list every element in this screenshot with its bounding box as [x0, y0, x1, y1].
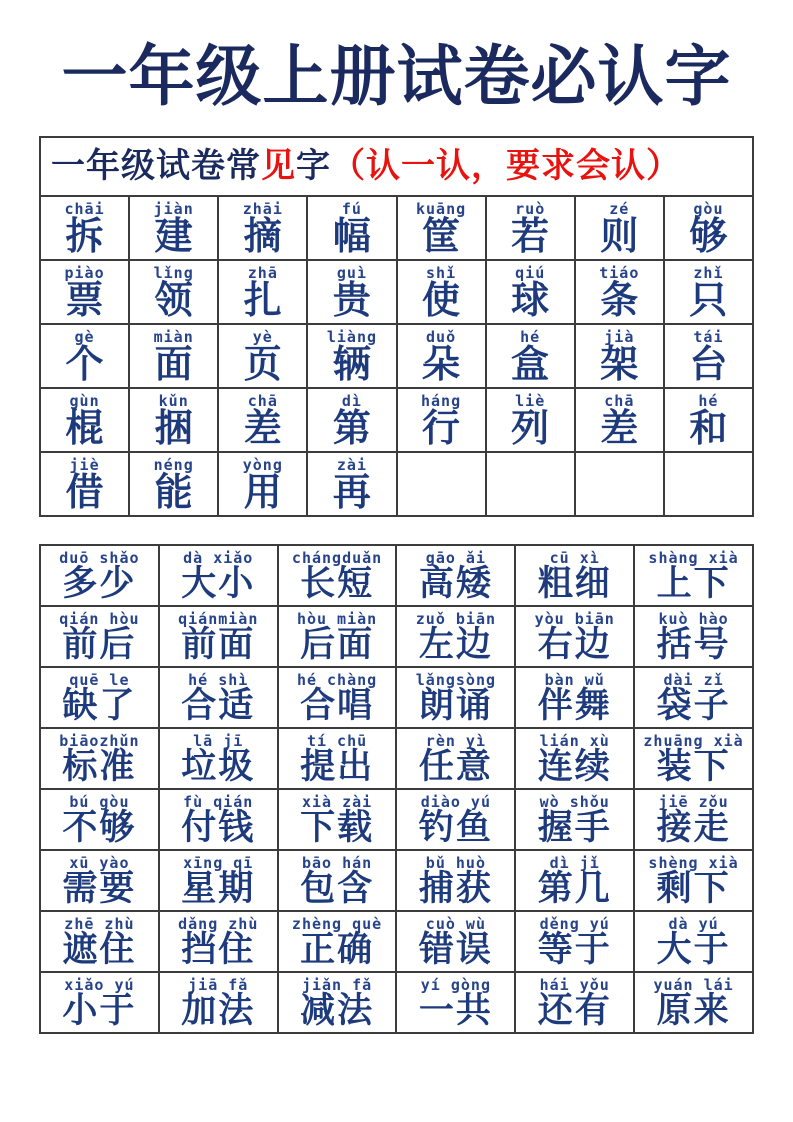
- hanzi-text: 借: [65, 470, 104, 515]
- char-cell: [129, 452, 218, 516]
- hanzi-text: 列: [511, 406, 550, 451]
- word-cell: [515, 972, 634, 1033]
- hanzi-text: 多少: [62, 564, 137, 605]
- hanzi-text: 再: [332, 470, 371, 515]
- hanzi-text: 大小: [181, 564, 256, 605]
- word-cell: [278, 850, 397, 911]
- char-cell: [40, 196, 129, 260]
- word-cell: [40, 606, 159, 667]
- char-cell: [40, 388, 129, 452]
- pinyin-label: dà yú: [668, 914, 719, 933]
- char-cell: [218, 196, 307, 260]
- hanzi-text: 钓鱼: [418, 808, 493, 849]
- char-table: [39, 195, 754, 517]
- hanzi-text: 前面: [181, 625, 256, 666]
- page-title: 一年级上册试卷必认字: [61, 38, 732, 115]
- char-cell: [397, 388, 486, 452]
- hanzi-text: 下载: [300, 808, 375, 849]
- pinyin-label: diào yú: [420, 792, 491, 811]
- pinyin-label: tí chū: [306, 731, 368, 750]
- hanzi-text: 架: [600, 342, 639, 387]
- header-segment: 字: [296, 145, 331, 186]
- char-section: [39, 136, 754, 517]
- hanzi-text: 第几: [537, 869, 612, 910]
- word-cell: [40, 667, 159, 728]
- word-cell: [159, 911, 278, 972]
- hanzi-text: 筐: [422, 214, 461, 259]
- hanzi-text: 差: [243, 406, 282, 451]
- pinyin-label: biāozhǔn: [59, 731, 140, 750]
- hanzi-text: 朵: [422, 342, 461, 387]
- char-cell: [575, 260, 664, 324]
- pinyin-label: hé chàng: [296, 670, 378, 689]
- section-header: [39, 136, 754, 195]
- pinyin-label: jiē zǒu: [658, 792, 729, 811]
- char-cell: [307, 452, 396, 516]
- pinyin-label: tái: [693, 327, 724, 346]
- word-cell: [396, 972, 515, 1033]
- pinyin-label: bāo hán: [301, 853, 373, 872]
- char-cell: [218, 388, 307, 452]
- word-cell: [515, 606, 634, 667]
- word-cell: [40, 850, 159, 911]
- hanzi-text: 票: [65, 278, 104, 323]
- pinyin-label: shèng xià: [648, 853, 739, 872]
- word-cell: [278, 728, 397, 789]
- char-cell: [664, 388, 753, 452]
- pinyin-label: hé: [698, 391, 719, 410]
- word-cell: [40, 728, 159, 789]
- word-cell: [278, 667, 397, 728]
- pinyin-label: ruò: [515, 199, 546, 218]
- hanzi-text: 挡住: [181, 930, 256, 971]
- table-row: [40, 260, 753, 324]
- hanzi-text: 能: [154, 470, 193, 515]
- word-cell: [515, 789, 634, 850]
- hanzi-text: 和: [689, 406, 728, 451]
- pinyin-label: liè: [515, 391, 546, 410]
- hanzi-text: 台: [689, 342, 728, 387]
- hanzi-text: 领: [154, 278, 193, 323]
- table-row: [40, 850, 753, 911]
- char-cell: [486, 388, 575, 452]
- word-cell: [515, 728, 634, 789]
- char-cell: [307, 388, 396, 452]
- word-cell: [40, 789, 159, 850]
- pinyin-label: bú gòu: [69, 792, 130, 811]
- word-cell: [634, 911, 753, 972]
- hanzi-text: 若: [511, 214, 550, 259]
- char-cell: [664, 260, 753, 324]
- char-cell: [397, 196, 486, 260]
- word-cell: [634, 789, 753, 850]
- pinyin-label: hé shì: [188, 670, 249, 689]
- pinyin-label: chā: [247, 391, 278, 410]
- word-cell: [634, 972, 753, 1033]
- pinyin-label: gòu: [693, 199, 724, 218]
- char-cell: [218, 452, 307, 516]
- pinyin-label: chā: [604, 391, 635, 410]
- pinyin-label: néng: [153, 455, 194, 474]
- pinyin-label: lǎngsòng: [415, 670, 497, 689]
- header-segment: 一年级试卷常: [51, 145, 261, 186]
- char-cell: [218, 324, 307, 388]
- hanzi-text: 行: [422, 406, 461, 451]
- char-cell: [129, 324, 218, 388]
- word-cell: [396, 728, 515, 789]
- table-row: [40, 324, 753, 388]
- hanzi-text: 合适: [181, 686, 256, 727]
- hanzi-text: 朗诵: [418, 686, 493, 727]
- hanzi-text: 高矮: [418, 564, 493, 605]
- hanzi-text: 建: [154, 214, 193, 259]
- hanzi-text: 上下: [656, 564, 731, 605]
- hanzi-text: 错误: [418, 930, 493, 971]
- word-cell: [159, 972, 278, 1033]
- pinyin-label: xiǎo yú: [64, 975, 135, 994]
- hanzi-text: 左边: [418, 625, 493, 666]
- pinyin-label: rèn yì: [425, 731, 486, 750]
- pinyin-label: shàng xià: [648, 548, 739, 567]
- hanzi-text: 正确: [300, 930, 375, 971]
- hanzi-text: 垃圾: [181, 747, 256, 788]
- hanzi-text: 不够: [62, 808, 137, 849]
- hanzi-text: 长短: [300, 564, 375, 605]
- pinyin-label: dǎng zhù: [178, 914, 259, 933]
- pinyin-label: kǔn: [158, 391, 189, 410]
- word-cell: [278, 911, 397, 972]
- pinyin-label: jiǎn fǎ: [301, 975, 373, 994]
- hanzi-text: 加法: [181, 991, 256, 1032]
- hanzi-text: 盒: [511, 342, 550, 387]
- hanzi-text: 付钱: [181, 808, 256, 849]
- hanzi-text: 包含: [300, 869, 375, 910]
- pinyin-label: shǐ: [426, 263, 457, 282]
- pinyin-label: zé: [609, 199, 630, 218]
- hanzi-text: 扎: [243, 278, 282, 323]
- hanzi-text: 握手: [537, 808, 612, 849]
- hanzi-text: 则: [600, 214, 639, 259]
- word-cell: [40, 972, 159, 1033]
- hanzi-text: 条: [600, 278, 639, 323]
- hanzi-text: 剩下: [656, 869, 731, 910]
- word-cell: [396, 667, 515, 728]
- hanzi-text: 捕获: [418, 869, 493, 910]
- hanzi-text: 只: [689, 278, 728, 323]
- pinyin-label: chāi: [64, 199, 105, 218]
- pinyin-label: jiàn: [153, 199, 194, 218]
- pinyin-label: dì: [341, 391, 362, 410]
- pinyin-label: kuò hào: [658, 609, 729, 628]
- hanzi-text: 接走: [656, 808, 731, 849]
- pinyin-label: hái yǒu: [539, 975, 610, 994]
- word-cell: [396, 850, 515, 911]
- pinyin-label: gāo ǎi: [425, 548, 486, 567]
- table-row: [40, 972, 753, 1033]
- hanzi-text: 前后: [62, 625, 137, 666]
- empty-cell: [664, 452, 753, 516]
- hanzi-text: 粗细: [537, 564, 612, 605]
- pinyin-label: zhǐ: [693, 263, 724, 282]
- char-cell: [486, 196, 575, 260]
- table-row: [40, 667, 753, 728]
- pinyin-label: zhèng què: [291, 914, 383, 933]
- word-cell: [515, 667, 634, 728]
- pinyin-label: jiā fǎ: [188, 975, 249, 994]
- table-row: [40, 911, 753, 972]
- word-cell: [278, 972, 397, 1033]
- pinyin-label: hé: [520, 327, 541, 346]
- table-row: [40, 545, 753, 606]
- char-cell: [664, 324, 753, 388]
- word-cell: [396, 789, 515, 850]
- char-cell: [397, 260, 486, 324]
- hanzi-text: 星期: [181, 869, 256, 910]
- empty-cell: [486, 452, 575, 516]
- pinyin-label: bàn wǔ: [544, 670, 605, 689]
- pinyin-label: jià: [604, 327, 635, 346]
- pinyin-label: yí gòng: [420, 975, 491, 994]
- pinyin-label: fù qián: [183, 792, 254, 811]
- hanzi-text: 差: [600, 406, 639, 451]
- char-cell: [307, 260, 396, 324]
- hanzi-text: 拆: [65, 214, 104, 259]
- hanzi-text: 装下: [656, 747, 731, 788]
- pinyin-label: qián hòu: [59, 609, 140, 628]
- hanzi-text: 标准: [62, 747, 137, 788]
- word-cell: [278, 606, 397, 667]
- hanzi-text: 幅: [332, 214, 371, 259]
- word-cell: [159, 606, 278, 667]
- word-cell: [159, 789, 278, 850]
- pinyin-label: zuǒ biān: [415, 609, 497, 628]
- empty-cell: [575, 452, 664, 516]
- char-cell: [486, 324, 575, 388]
- pinyin-label: xīng qī: [183, 853, 254, 872]
- pinyin-label: lā jī: [193, 731, 244, 750]
- char-cell: [307, 324, 396, 388]
- pinyin-label: miàn: [153, 327, 194, 346]
- hanzi-text: 用: [243, 470, 282, 515]
- pinyin-label: cū xì: [549, 548, 600, 567]
- pinyin-label: quē le: [69, 670, 130, 689]
- word-cell: [40, 911, 159, 972]
- pinyin-label: piào: [64, 263, 105, 282]
- pinyin-label: qiánmiàn: [178, 609, 259, 628]
- pinyin-label: zhē zhù: [64, 914, 135, 933]
- char-cell: [40, 324, 129, 388]
- char-cell: [129, 388, 218, 452]
- hanzi-text: 小于: [62, 991, 137, 1032]
- hanzi-text: 棍: [65, 406, 104, 451]
- table-row: [40, 388, 753, 452]
- pinyin-label: dà xiǎo: [183, 548, 254, 567]
- hanzi-text: 个: [65, 342, 104, 387]
- char-cell: [307, 196, 396, 260]
- word-cell: [159, 850, 278, 911]
- table-row: [40, 452, 753, 516]
- pinyin-label: duǒ: [426, 327, 457, 346]
- pinyin-label: wò shǒu: [539, 792, 610, 811]
- pinyin-label: yuán lái: [653, 975, 734, 994]
- char-cell: [575, 324, 664, 388]
- char-cell: [40, 452, 129, 516]
- hanzi-text: 贵: [332, 278, 371, 323]
- pinyin-label: hòu miàn: [296, 609, 378, 628]
- char-cell: [486, 260, 575, 324]
- hanzi-text: 大于: [656, 930, 731, 971]
- pinyin-label: zhuāng xià: [643, 731, 744, 750]
- hanzi-text: 括号: [656, 625, 731, 666]
- char-cell: [397, 324, 486, 388]
- pinyin-label: gùn: [69, 391, 100, 410]
- word-cell: [278, 545, 397, 606]
- table-row: [40, 196, 753, 260]
- word-table: [39, 544, 754, 1034]
- hanzi-text: 使: [422, 278, 461, 323]
- word-cell: [396, 545, 515, 606]
- pinyin-label: zhā: [247, 263, 278, 282]
- pinyin-label: chángduǎn: [291, 548, 383, 567]
- hanzi-text: 捆: [154, 406, 193, 451]
- word-cell: [634, 728, 753, 789]
- pinyin-label: kuāng: [415, 199, 467, 218]
- word-cell: [515, 545, 634, 606]
- pinyin-label: dì jǐ: [549, 853, 600, 872]
- table-row: [40, 789, 753, 850]
- char-cell: [129, 260, 218, 324]
- pinyin-label: yòu biān: [534, 609, 615, 628]
- pinyin-label: lián xù: [539, 731, 610, 750]
- word-cell: [40, 545, 159, 606]
- pinyin-label: yòng: [242, 455, 283, 474]
- pinyin-label: děng yú: [539, 914, 610, 933]
- hanzi-text: 球: [511, 278, 550, 323]
- hanzi-text: 缺了: [62, 686, 137, 727]
- word-cell: [159, 545, 278, 606]
- hanzi-text: 还有: [537, 991, 612, 1032]
- hanzi-text: 提出: [300, 747, 375, 788]
- hanzi-text: 需要: [62, 869, 137, 910]
- word-cell: [159, 728, 278, 789]
- pinyin-label: qiú: [515, 263, 546, 282]
- hanzi-text: 连续: [537, 747, 612, 788]
- char-cell: [664, 196, 753, 260]
- word-cell: [634, 667, 753, 728]
- char-cell: [575, 388, 664, 452]
- char-cell: [575, 196, 664, 260]
- char-cell: [218, 260, 307, 324]
- pinyin-label: bǔ huò: [425, 853, 486, 872]
- pinyin-label: zài: [336, 455, 367, 474]
- pinyin-label: jiè: [69, 455, 100, 474]
- word-cell: [515, 911, 634, 972]
- header-segment-note: （认一认，要求会认）: [331, 145, 681, 186]
- hanzi-text: 原来: [656, 991, 731, 1032]
- hanzi-text: 任意: [418, 747, 493, 788]
- word-cell: [634, 545, 753, 606]
- table-row: [40, 728, 753, 789]
- hanzi-text: 面: [154, 342, 193, 387]
- hanzi-text: 等于: [537, 930, 612, 971]
- hanzi-text: 页: [243, 342, 282, 387]
- hanzi-text: 袋子: [656, 686, 731, 727]
- pinyin-label: háng: [421, 391, 462, 410]
- word-cell: [396, 911, 515, 972]
- pinyin-label: gè: [74, 327, 95, 346]
- hanzi-text: 右边: [537, 625, 612, 666]
- char-cell: [129, 196, 218, 260]
- word-cell: [634, 850, 753, 911]
- hanzi-text: 减法: [300, 991, 375, 1032]
- pinyin-label: guì: [336, 263, 367, 282]
- char-cell: [40, 260, 129, 324]
- pinyin-label: dài zǐ: [663, 670, 724, 689]
- pinyin-label: duō shǎo: [59, 548, 140, 567]
- hanzi-text: 摘: [243, 214, 282, 259]
- pinyin-label: zhāi: [242, 199, 283, 218]
- pinyin-label: lǐng: [153, 263, 194, 282]
- word-cell: [634, 606, 753, 667]
- hanzi-text: 第: [332, 406, 371, 451]
- header-segment-highlight: 见: [261, 145, 296, 186]
- hanzi-text: 后面: [300, 625, 375, 666]
- pinyin-label: xū yào: [69, 853, 130, 872]
- word-cell: [278, 789, 397, 850]
- pinyin-label: cuò wù: [425, 914, 486, 933]
- word-cell: [515, 850, 634, 911]
- pinyin-label: tiáo: [599, 263, 640, 282]
- table-row: [40, 606, 753, 667]
- hanzi-text: 辆: [332, 342, 371, 387]
- empty-cell: [397, 452, 486, 516]
- word-cell: [396, 606, 515, 667]
- pinyin-label: xià zài: [301, 792, 373, 811]
- hanzi-text: 够: [689, 214, 728, 259]
- word-cell: [159, 667, 278, 728]
- hanzi-text: 遮住: [62, 930, 137, 971]
- hanzi-text: 合唱: [300, 686, 375, 727]
- pinyin-label: yè: [252, 327, 273, 346]
- hanzi-text: 伴舞: [537, 686, 612, 727]
- pinyin-label: fú: [341, 199, 362, 218]
- pinyin-label: liàng: [326, 327, 378, 346]
- hanzi-text: 一共: [418, 991, 493, 1032]
